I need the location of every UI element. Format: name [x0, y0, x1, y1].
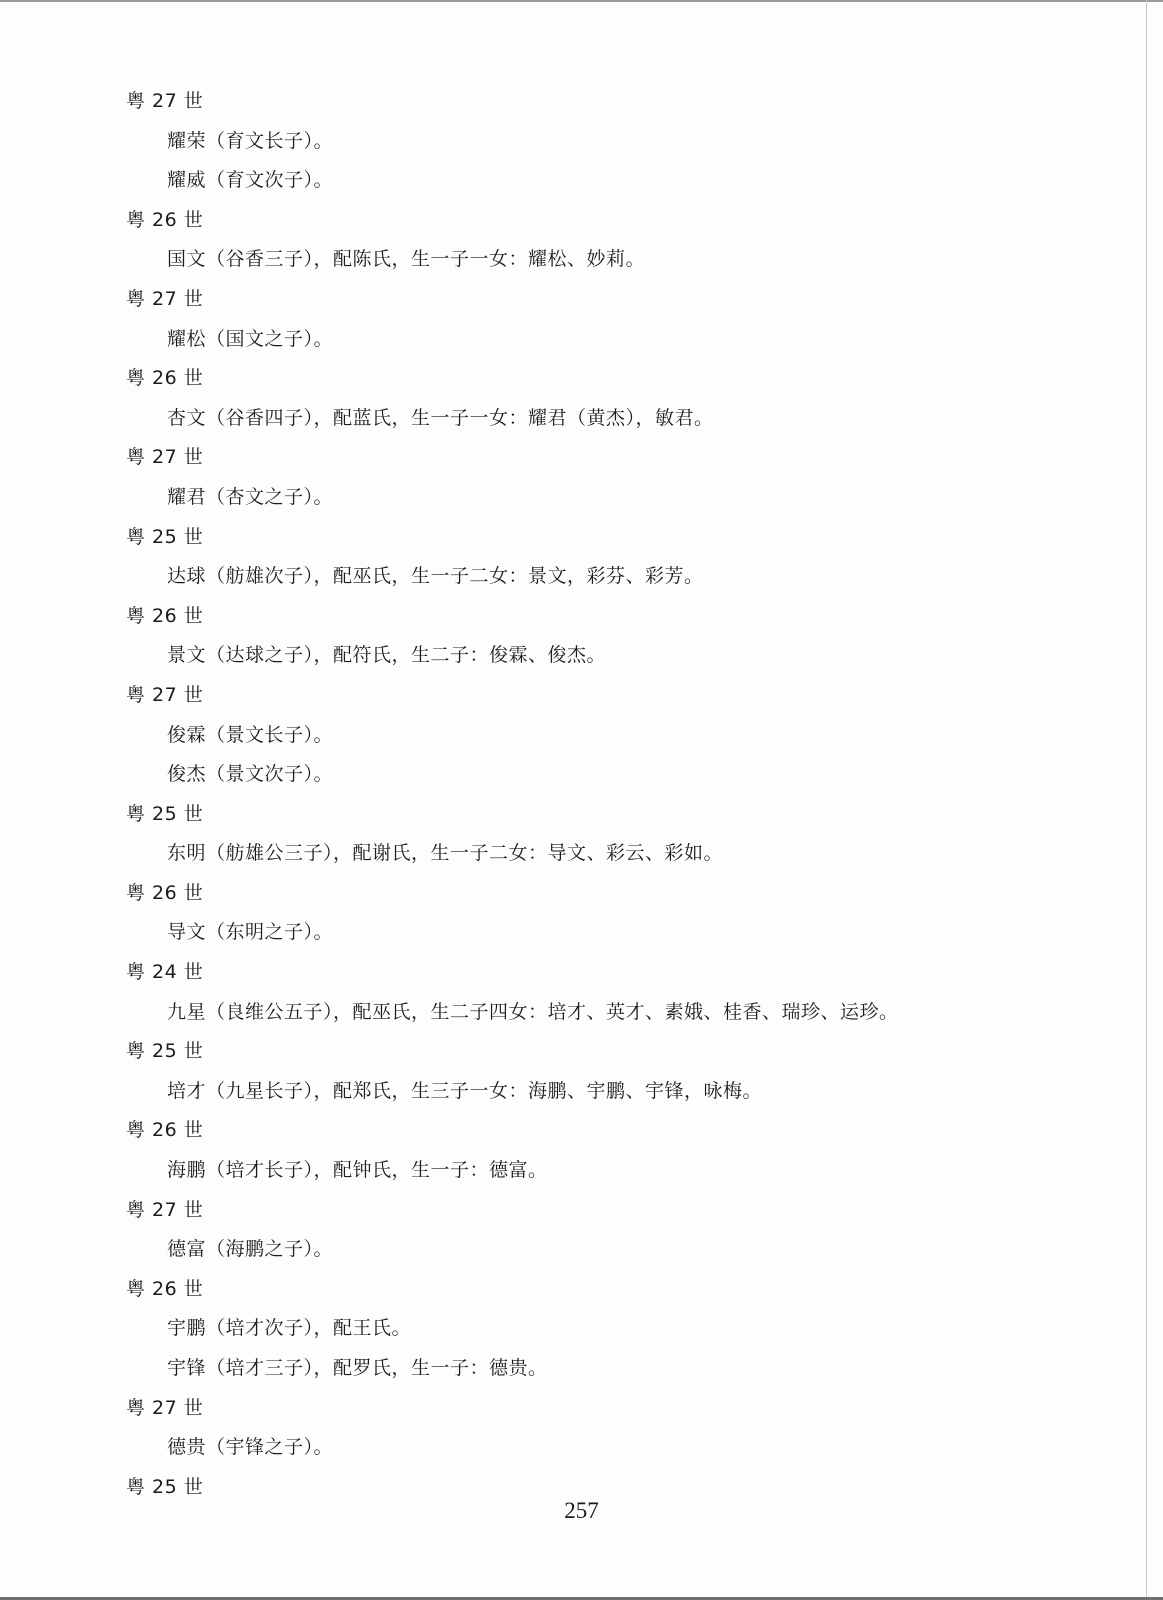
genealogy-entry: 耀君（杏文之子）。 — [167, 485, 334, 508]
top-border — [0, 0, 1163, 2]
genealogy-entry: 杏文（谷香四子），配蓝氏，生一子一女：耀君（黄杰），敏君。 — [167, 406, 714, 429]
genealogy-entry: 国文（谷香三子），配陈氏，生一子一女：耀松、妙莉。 — [167, 248, 646, 271]
generation-heading: 粤 26 世 — [126, 1119, 204, 1142]
generation-heading: 粤 27 世 — [126, 1396, 204, 1419]
generation-heading: 粤 26 世 — [126, 604, 204, 627]
genealogy-entry: 导文（东明之子）。 — [167, 921, 334, 944]
genealogy-text — [126, 82, 1086, 1507]
generation-heading: 粤 26 世 — [126, 1277, 204, 1300]
genealogy-entry: 东明（舫雄公三子），配谢氏，生一子二女：导文、彩云、彩如。 — [167, 842, 724, 865]
genealogy-entry: 景文（达球之子），配符氏，生二子：俊霖、俊杰。 — [167, 644, 607, 667]
genealogy-entry: 耀荣（育文长子）。 — [167, 129, 334, 152]
generation-heading: 粤 27 世 — [126, 287, 204, 310]
generation-heading: 粤 27 世 — [126, 90, 204, 112]
generation-heading: 粤 25 世 — [126, 525, 204, 548]
genealogy-entry: 耀威（育文次子）。 — [167, 169, 334, 192]
generation-heading: 粤 27 世 — [126, 446, 204, 469]
generation-heading: 粤 24 世 — [126, 961, 204, 984]
page-number: 257 — [564, 1498, 599, 1523]
generation-heading: 粤 26 世 — [126, 881, 204, 904]
genealogy-entry: 培才（九星长子），配郑氏，生三子一女：海鹏、宇鹏、宇锋，咏梅。 — [167, 1079, 763, 1102]
generation-heading: 粤 25 世 — [126, 1475, 204, 1498]
genealogy-entry: 德贵（宇锋之子）。 — [167, 1436, 334, 1459]
generation-heading: 粤 27 世 — [126, 1198, 204, 1221]
page-edge — [1146, 0, 1147, 1600]
generation-heading: 粤 26 世 — [126, 367, 204, 390]
generation-heading: 粤 27 世 — [126, 683, 204, 706]
genealogy-entry: 宇锋（培才三子），配罗氏，生一子：德贵。 — [167, 1357, 548, 1379]
genealogy-entry: 耀松（国文之子）。 — [167, 327, 334, 350]
genealogy-entry: 德富（海鹏之子）。 — [167, 1238, 334, 1261]
genealogy-entry: 达球（舫雄次子），配巫氏，生一子二女：景文，彩芬、彩芳。 — [167, 565, 704, 588]
generation-heading: 粤 26 世 — [126, 208, 204, 231]
genealogy-entry: 俊杰（景文次子）。 — [167, 763, 334, 786]
genealogy-entry: 俊霖（景文长子）。 — [167, 723, 334, 746]
generation-heading: 粤 25 世 — [126, 802, 204, 825]
generation-heading: 粤 25 世 — [126, 1040, 204, 1063]
genealogy-entry: 九星（良维公五子），配巫氏，生二子四女：培才、英才、素娥、桂香、瑞珍、运珍。 — [167, 1000, 899, 1023]
genealogy-entry: 海鹏（培才长子），配钟氏，生一子：德富。 — [167, 1159, 548, 1182]
genealogy-entry: 宇鹏（培才次子），配王氏。 — [167, 1317, 412, 1340]
